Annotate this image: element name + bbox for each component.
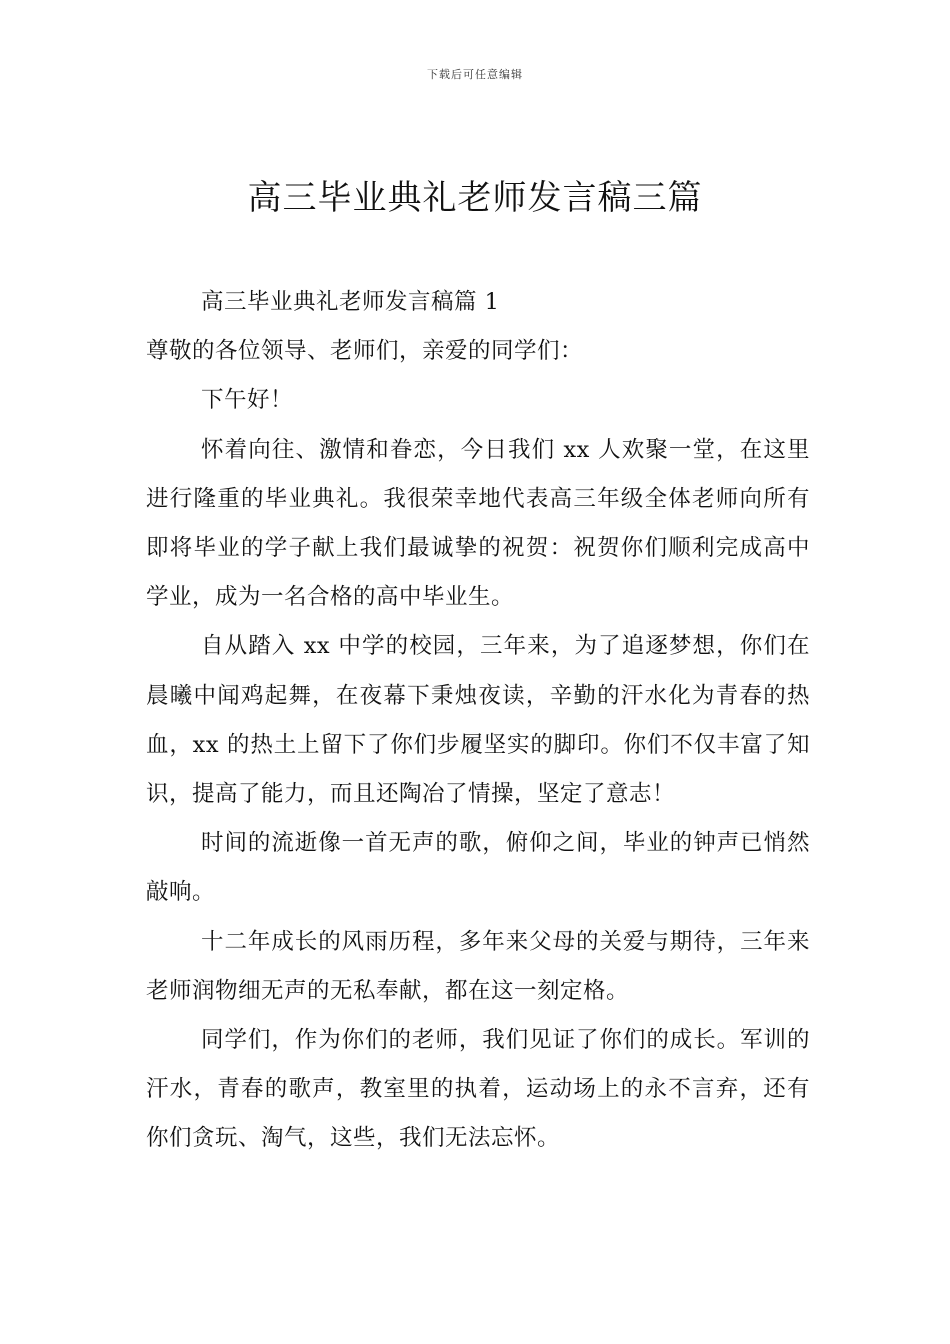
paragraph: 自从踏入 xx 中学的校园，三年来，为了追逐梦想，你们在晨曦中闻鸡起舞，在夜幕下秉烛夜读，辛勤的汗水化为青春的热血，xx 的热土上留下了你们步履坚实的脚印。你们不仅丰富了知识，提高了能力，而且还陶冶了情操，坚定了意志！ — [146, 633, 810, 808]
header-note: 下载后可任意编辑 — [427, 68, 523, 81]
paragraph: 怀着向往、激情和眷恋，今日我们 xx 人欢聚一堂，在这里进行隆重的毕业典礼。我很荣幸地代表高三年级全体老师向所有即将毕业的学子献上我们最诚挚的祝贺：祝贺你们顺利完成高中学业，成为一名合格的高中毕业生。 — [146, 436, 810, 611]
paragraph: 同学们，作为你们的老师，我们见证了你们的成长。军训的汗水，青春的歌声，教室里的执着，运动场上的永不言弃，还有你们贪玩、淘气，这些，我们无法忘怀。 — [146, 1027, 810, 1152]
document-body — [146, 278, 810, 1164]
document-title: 高三毕业典礼老师发言稿三篇 — [247, 178, 703, 218]
section-heading: 高三毕业典礼老师发言稿篇 1 — [201, 289, 500, 315]
salutation: 尊敬的各位领导、老师们，亲爱的同学们： — [146, 338, 584, 365]
paragraph: 时间的流逝像一首无声的歌，俯仰之间，毕业的钟声已悄然敲响。 — [146, 830, 810, 906]
greeting: 下午好！ — [201, 387, 294, 414]
paragraph: 十二年成长的风雨历程，多年来父母的关爱与期待，三年来老师润物细无声的无私奉献，都在这一刻定格。 — [146, 928, 810, 1004]
